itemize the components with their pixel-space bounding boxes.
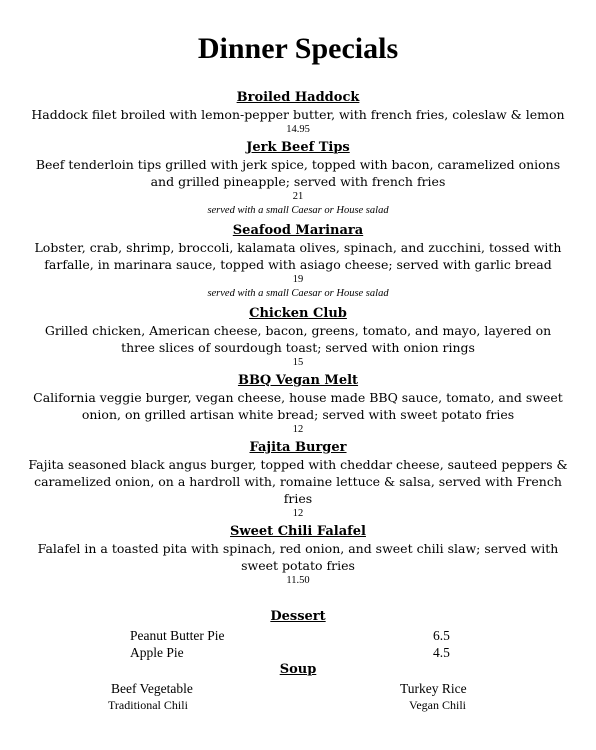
special-price: 12 — [292, 508, 304, 519]
dessert-item-name: Apple Pie — [130, 645, 184, 660]
special-price: 15 — [292, 357, 304, 368]
special-price: 21 — [292, 191, 304, 202]
special-fajita-burger — [20, 440, 576, 520]
special-price: 19 — [292, 274, 304, 285]
special-description: Lobster, crab, shrimp, broccoli, kalamata olives, spinach, and zucchini, tossed with farfalle, in marinara sauce, topped with asiago cheese; served with garlic bread — [34, 240, 562, 272]
dessert-item-name: Peanut Butter Pie — [130, 628, 225, 643]
soup-heading: Soup — [279, 662, 317, 677]
soup-item: Turkey Rice — [400, 681, 467, 696]
special-price: 11.50 — [286, 575, 310, 586]
dessert-item-price: 6.5 — [433, 628, 450, 643]
special-description: California veggie burger, vegan cheese, house made BBQ sauce, tomato, and sweet onion, on grilled artisan white bread; served with sweet potato fries — [33, 390, 563, 422]
special-description: Falafel in a toasted pita with spinach, red onion, and sweet chili slaw; served with sweet potato fries — [37, 541, 559, 573]
special-name: Chicken Club — [249, 306, 347, 321]
special-description: Grilled chicken, American cheese, bacon, greens, tomato, and mayo, layered on three slices of sourdough toast; served with onion rings — [44, 323, 552, 355]
special-name: Broiled Haddock — [236, 90, 360, 105]
special-description: Fajita seasoned black angus burger, topped with cheddar cheese, sauteed peppers & caramelized onion, on a hardroll with, romaine lettuce & salsa, served with French fries — [28, 457, 568, 506]
special-bbq-vegan-melt — [20, 373, 576, 436]
special-name: BBQ Vegan Melt — [237, 373, 359, 388]
special-description: Beef tenderloin tips grilled with jerk spice, topped with bacon, caramelized onions and grilled pineapple; served with french fries — [35, 157, 561, 189]
special-seafood-marinara — [20, 223, 576, 302]
dessert-heading: Dessert — [270, 609, 326, 624]
special-broiled-haddock — [20, 90, 576, 136]
dessert-item-price: 4.5 — [433, 645, 450, 660]
soup-item: Traditional Chili — [108, 698, 188, 712]
special-name: Fajita Burger — [249, 440, 347, 455]
special-note: served with a small Caesar or House salad — [207, 205, 389, 216]
special-jerk-beef-tips — [20, 140, 576, 219]
special-price: 14.95 — [286, 124, 310, 135]
special-name: Jerk Beef Tips — [246, 140, 350, 155]
special-description: Haddock filet broiled with lemon-pepper butter, with french fries, coleslaw & lemon — [31, 107, 565, 122]
special-sweet-chili-falafel — [20, 524, 576, 587]
soup-item: Beef Vegetable — [111, 681, 193, 696]
special-name: Sweet Chili Falafel — [230, 524, 366, 539]
special-name: Seafood Marinara — [232, 223, 364, 238]
special-price: 12 — [292, 424, 304, 435]
special-chicken-club — [20, 306, 576, 369]
soup-item: Vegan Chili — [409, 698, 466, 712]
page-title: Dinner Specials — [197, 32, 399, 65]
special-note: served with a small Caesar or House salad — [207, 288, 389, 299]
